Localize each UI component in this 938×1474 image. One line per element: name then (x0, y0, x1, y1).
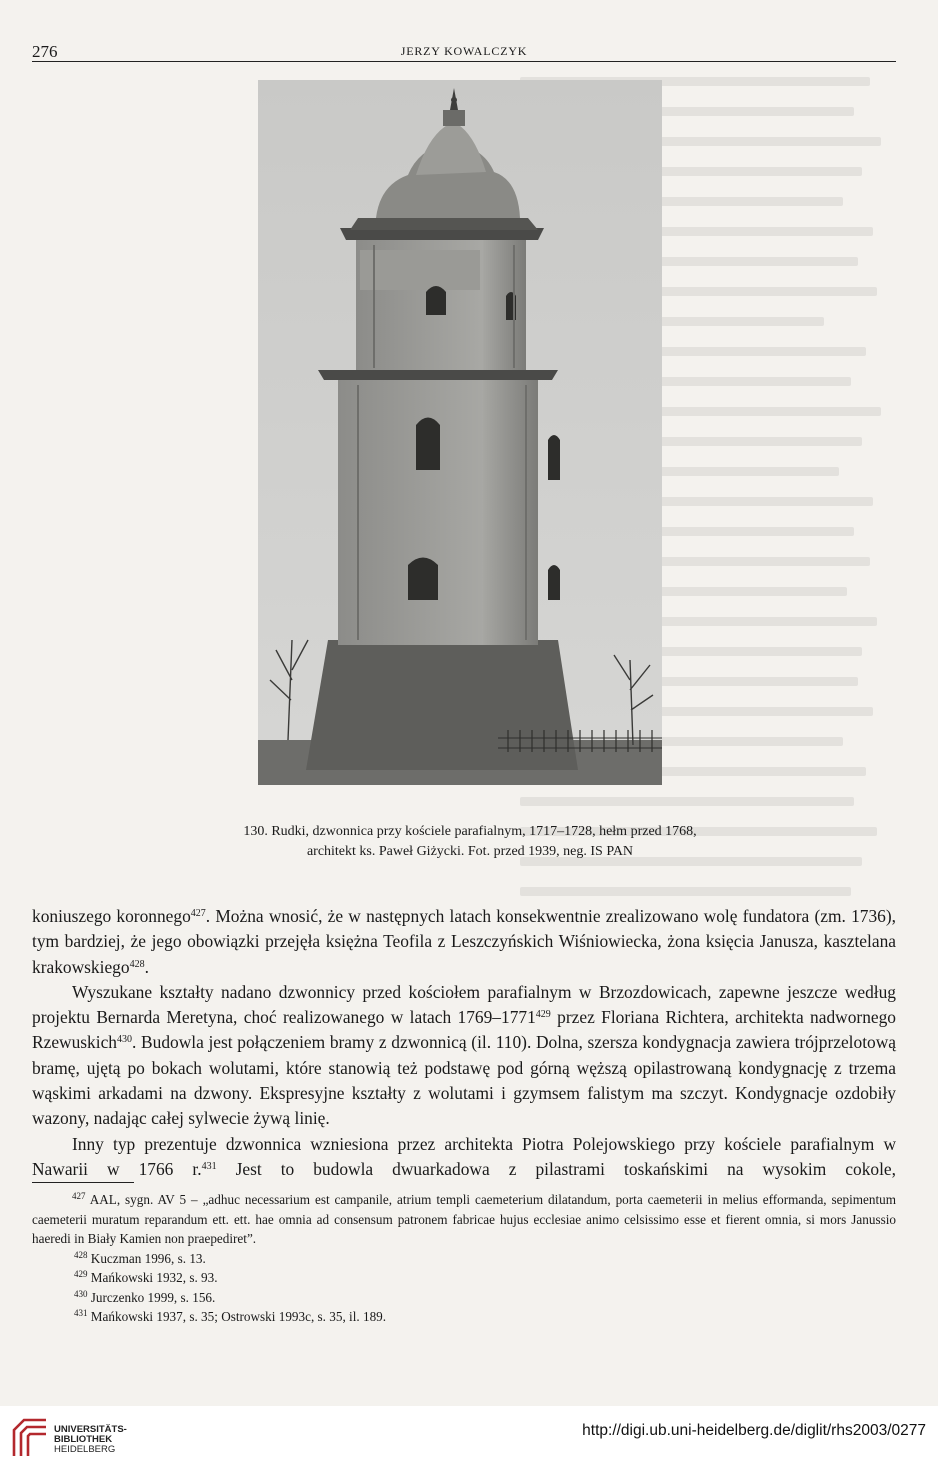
footnote: $^{429}$ Mańkowski 1932, s. 93. (74, 1269, 218, 1285)
footnotes (32, 1190, 896, 1327)
paragraph: koniuszego koronnego$^{427}$. Można wnosić, że w następnych latach konsekwentnie zrealizowano wolę fundatora (zm. 1736), tym bardziej, że jego obowiązki przejęła księżna Teofila z Leszczyńskich Wiśniowiecka, żona księcia Janusza, kasztelana krakowskiego$^{428}$. (32, 906, 896, 977)
library-logo-icon (10, 1416, 50, 1460)
footnote-number: 429 (74, 1269, 88, 1279)
footnote-number: 427 (72, 1191, 86, 1201)
paragraph: Wyszukane kształty nadano dzwonnicy przed kościołem parafialnym w Brzozdowicach, zapewne jeszcze według projektu Bernarda Meretyna, choć realizowanego w latach 1769–1771$^{429}$ przez Floriana Richtera, architekta nadwornego Rzewuskich$^{430}$. Budowla jest połączeniem bramy z dzwonnicą (il. 110). Dolna, szersza kondygnacja zawiera trójprzelotową bramę, ujętą po bokach wolutami, które stanowią też podstawę pod górną węższą opilastrowaną kondygnację z trzema wąskimi arkadami na dzwony. Ekspresyjne kształty z wolutami i gzymsem falistym ma szczyt. Kondygnacje ozdobiły wazony, nadając całej sylwecie żywą linię. (32, 981, 896, 1129)
footnote-ref: 430 (117, 1034, 133, 1046)
caption-line: 130. Rudki, dzwonnica przy kościele parafialnym, 1717–1728, hełm przed 1768, (243, 824, 697, 839)
footnote-separator (32, 1182, 134, 1183)
footnote-ref: 429 (535, 1009, 551, 1021)
footnote-number: 428 (74, 1249, 88, 1260)
footnote: $^{428}$ Kuczman 1996, s. 13. (74, 1249, 206, 1266)
library-logo-text: UNIVERSITÄTS- BIBLIOTHEK HEIDELBERG (54, 1424, 127, 1455)
caption-line: architekt ks. Paweł Giżycki. Fot. przed 1939, neg. IS PAN (306, 844, 634, 859)
figure-caption (120, 822, 820, 862)
footnote: $^{427}$ AAL, sygn. AV 5 – „adhuc necessarium est campanile, atrium templi caemeterium dilatandum, porta caemeterii in melius efformanda, sepimentum caemeterii muratum reparandum ett. ett. hae omnia ad consensum patronem fabricae hujus ecclesiae animo celsissimo esse et fierent omnia, si mors Janussio haeredi in Biały Kamien non praepediret”. (32, 1191, 896, 1246)
footnote: $^{431}$ Mańkowski 1937, s. 35; Ostrowski 1993c, s. 35, il. 189. (74, 1308, 387, 1324)
digitization-footer (0, 1406, 938, 1474)
footnote-ref: 431 (201, 1160, 217, 1172)
bell-tower-photo (258, 80, 662, 785)
running-head: JERZY KOWALCZYK (400, 44, 528, 58)
footnote-ref: 428 (129, 958, 145, 970)
source-url-link[interactable]: http://digi.ub.uni-heidelberg.de/diglit/rhs2003/0277 (582, 1422, 926, 1439)
footnote: $^{430}$ Jurczenko 1999, s. 156. (74, 1288, 216, 1305)
page-header (32, 38, 896, 62)
footnote-number: 431 (74, 1308, 88, 1318)
page-number: 276 (32, 42, 58, 61)
footnote-number: 430 (74, 1288, 88, 1299)
body-text (32, 904, 896, 1182)
paragraph: Inny typ prezentuje dzwonnica wzniesiona przez architekta Piotra Polejowskiego przy kościele parafialnym w Nawarii w 1766 r.$^{431}$ Jest to budowla dwuarkadowa z pilastrami toskańskimi na wysokim cokole, (32, 1133, 896, 1179)
footnote-ref: 427 (190, 908, 206, 919)
